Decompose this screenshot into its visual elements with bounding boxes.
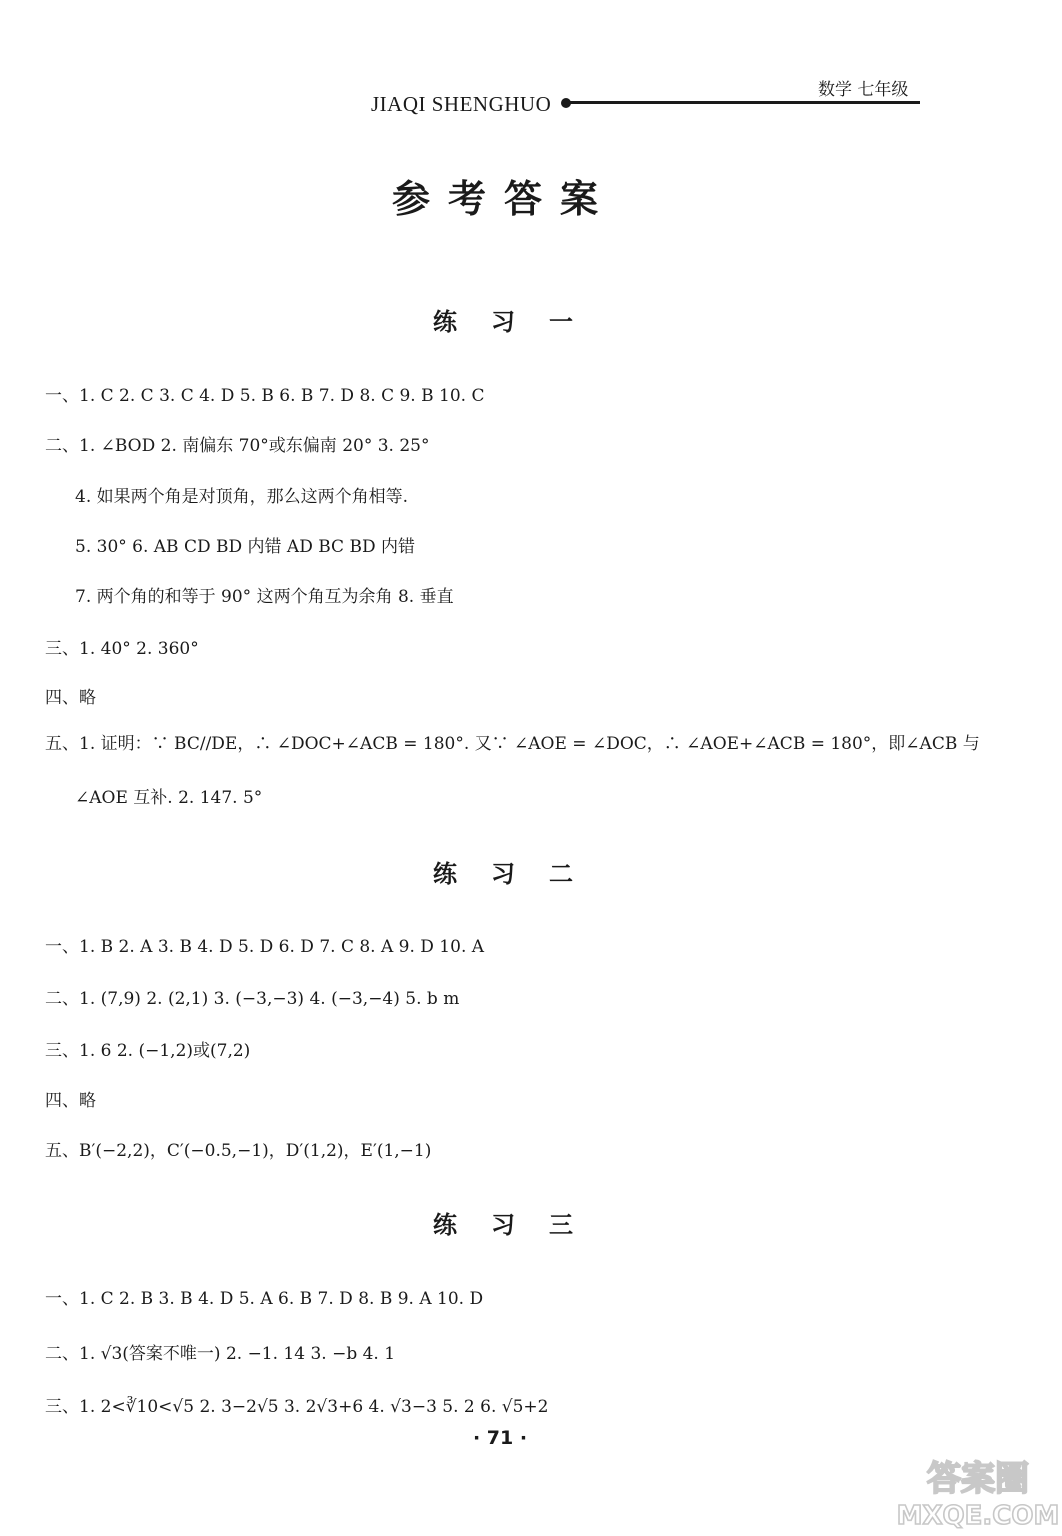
answer-line: 三、1. 6 2. (−1,2)或(7,2) — [45, 1041, 251, 1061]
section-title-1: 练习一 — [433, 308, 607, 336]
section-title-3: 练习三 — [433, 1211, 607, 1239]
answer-line: 二、1. (7,9) 2. (2,1) 3. (−3,−3) 4. (−3,−4) 5. b m — [45, 989, 460, 1009]
watermark-domain: MXQE.COM — [896, 1501, 1060, 1531]
answer-line: 五、B′(−2,2)，C′(−0.5,−1)，D′(1,2)，E′(1,−1) — [45, 1141, 432, 1161]
header-subject: 数学 七年级 — [818, 80, 909, 100]
answer-line: 一、1. B 2. A 3. B 4. D 5. D 6. D 7. C 8. A 9. D 10. A — [45, 937, 485, 957]
answer-line: 7. 两个角的和等于 90° 这两个角互为余角 8. 垂直 — [75, 587, 454, 607]
answer-line: 二、1. √3(答案不唯一) 2. −1. 14 3. −b 4. 1 — [45, 1344, 396, 1364]
answer-line: 4. 如果两个角是对顶角，那么这两个角相等. — [75, 487, 409, 507]
header-brand: JIAQI SHENGHUO — [371, 92, 552, 116]
answer-line: 四、略 — [45, 688, 96, 708]
answer-line: 五、1. 证明：∵ BC//DE，∴ ∠DOC+∠ACB = 180°. 又∵ ∠AOE = ∠DOC，∴ ∠AOE+∠ACB = 180°，即∠ACB 与 — [45, 734, 980, 754]
answer-line: 二、1. ∠BOD 2. 南偏东 70°或东偏南 20° 3. 25° — [45, 436, 430, 456]
answer-line: 四、略 — [45, 1091, 96, 1111]
answer-line: 一、1. C 2. B 3. B 4. D 5. A 6. B 7. D 8. B 9. A 10. D — [45, 1289, 484, 1309]
watermark-text: 答案圈 — [927, 1459, 1029, 1499]
page-number: · 71 · — [472, 1427, 528, 1449]
header-rule — [570, 101, 920, 104]
watermark-logo — [896, 1452, 1060, 1531]
section-title-2: 练习二 — [433, 860, 607, 888]
answer-line: ∠AOE 互补. 2. 147. 5° — [75, 788, 263, 808]
answer-line: 三、1. 40° 2. 360° — [45, 639, 199, 659]
answer-line: 5. 30° 6. AB CD BD 内错 AD BC BD 内错 — [75, 537, 415, 557]
answer-line: 一、1. C 2. C 3. C 4. D 5. B 6. B 7. D 8. C 9. B 10. C — [45, 386, 485, 406]
page-title: 参考答案 — [391, 177, 616, 221]
answer-line: 三、1. 2<∛10<√5 2. 3−2√5 3. 2√3+6 4. √3−3 5. 2 6. √5+2 — [45, 1397, 549, 1417]
